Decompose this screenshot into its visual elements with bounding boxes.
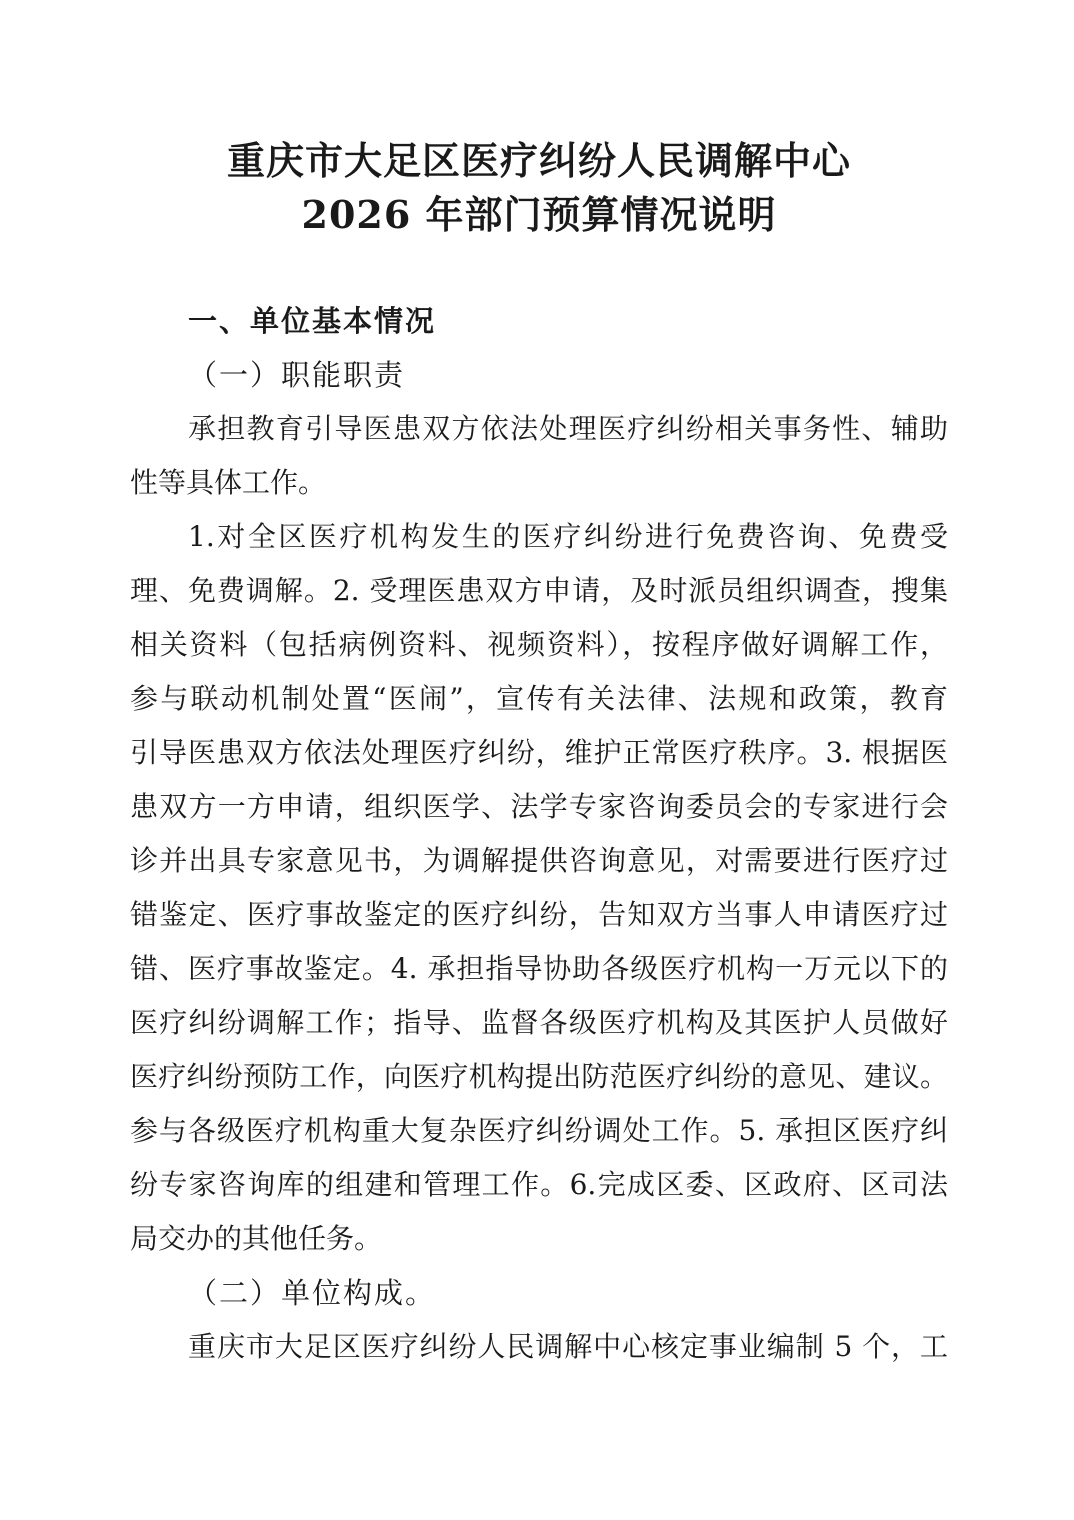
text-line: 诊并出具专家意见书，为调解提供咨询意见，对需要进行医疗过 (130, 844, 948, 877)
subsection-heading-composition: （二）单位构成。 (188, 1276, 437, 1310)
text-line: 局交办的其他任务。 (130, 1222, 383, 1255)
text-line: 错鉴定、医疗事故鉴定的医疗纠纷，告知双方当事人申请医疗过 (130, 898, 948, 931)
text-line: 相关资料（包括病例资料、视频资料），按程序做好调解工作， (130, 628, 948, 661)
text-line: 承担教育引导医患双方依法处理医疗纠纷相关事务性、辅助 (188, 412, 948, 445)
document-title (130, 134, 948, 242)
text-line: 患双方一方申请，组织医学、法学专家咨询委员会的专家进行会 (130, 790, 948, 823)
text-line: 引导医患双方依法处理医疗纠纷，维护正常医疗秩序。3. 根据医 (130, 736, 948, 769)
text-line: 错、医疗事故鉴定。4. 承担指导协助各级医疗机构一万元以下的 (130, 952, 948, 985)
text-line: 纷专家咨询库的组建和管理工作。6.完成区委、区政府、区司法 (130, 1168, 948, 1201)
paragraph-duties-items (130, 510, 948, 1266)
paragraph-composition (130, 1320, 948, 1374)
text-line: 性等具体工作。 (130, 466, 327, 499)
text-line: 参与各级医疗机构重大复杂医疗纠纷调处工作。5. 承担区医疗纠 (130, 1114, 948, 1147)
text-line: 1.对全区医疗机构发生的医疗纠纷进行免费咨询、免费受 (188, 520, 948, 553)
text-line: 医疗纠纷调解工作；指导、监督各级医疗机构及其医护人员做好 (130, 1006, 948, 1039)
text-line: 参与联动机制处置“医闹”，宣传有关法律、法规和政策，教育 (130, 682, 948, 715)
text-line: 理、免费调解。2. 受理医患双方申请，及时派员组织调查，搜集 (130, 574, 948, 607)
text-line: 医疗纠纷预防工作，向医疗机构提出防范医疗纠纷的意见、建议。 (130, 1060, 948, 1093)
subsection-heading-duties: （一）职能职责 (188, 358, 406, 392)
section-heading-basic-info: 一、单位基本情况 (188, 304, 437, 338)
document-title-line-2: 2026 年部门预算情况说明 (301, 192, 777, 237)
paragraph-duties-intro (130, 402, 948, 510)
document-title-line-1: 重庆市大足区医疗纠纷人民调解中心 (226, 138, 851, 183)
title-body-gap (130, 242, 948, 294)
text-line: 重庆市大足区医疗纠纷人民调解中心核定事业编制 5 个，工 (188, 1330, 948, 1363)
